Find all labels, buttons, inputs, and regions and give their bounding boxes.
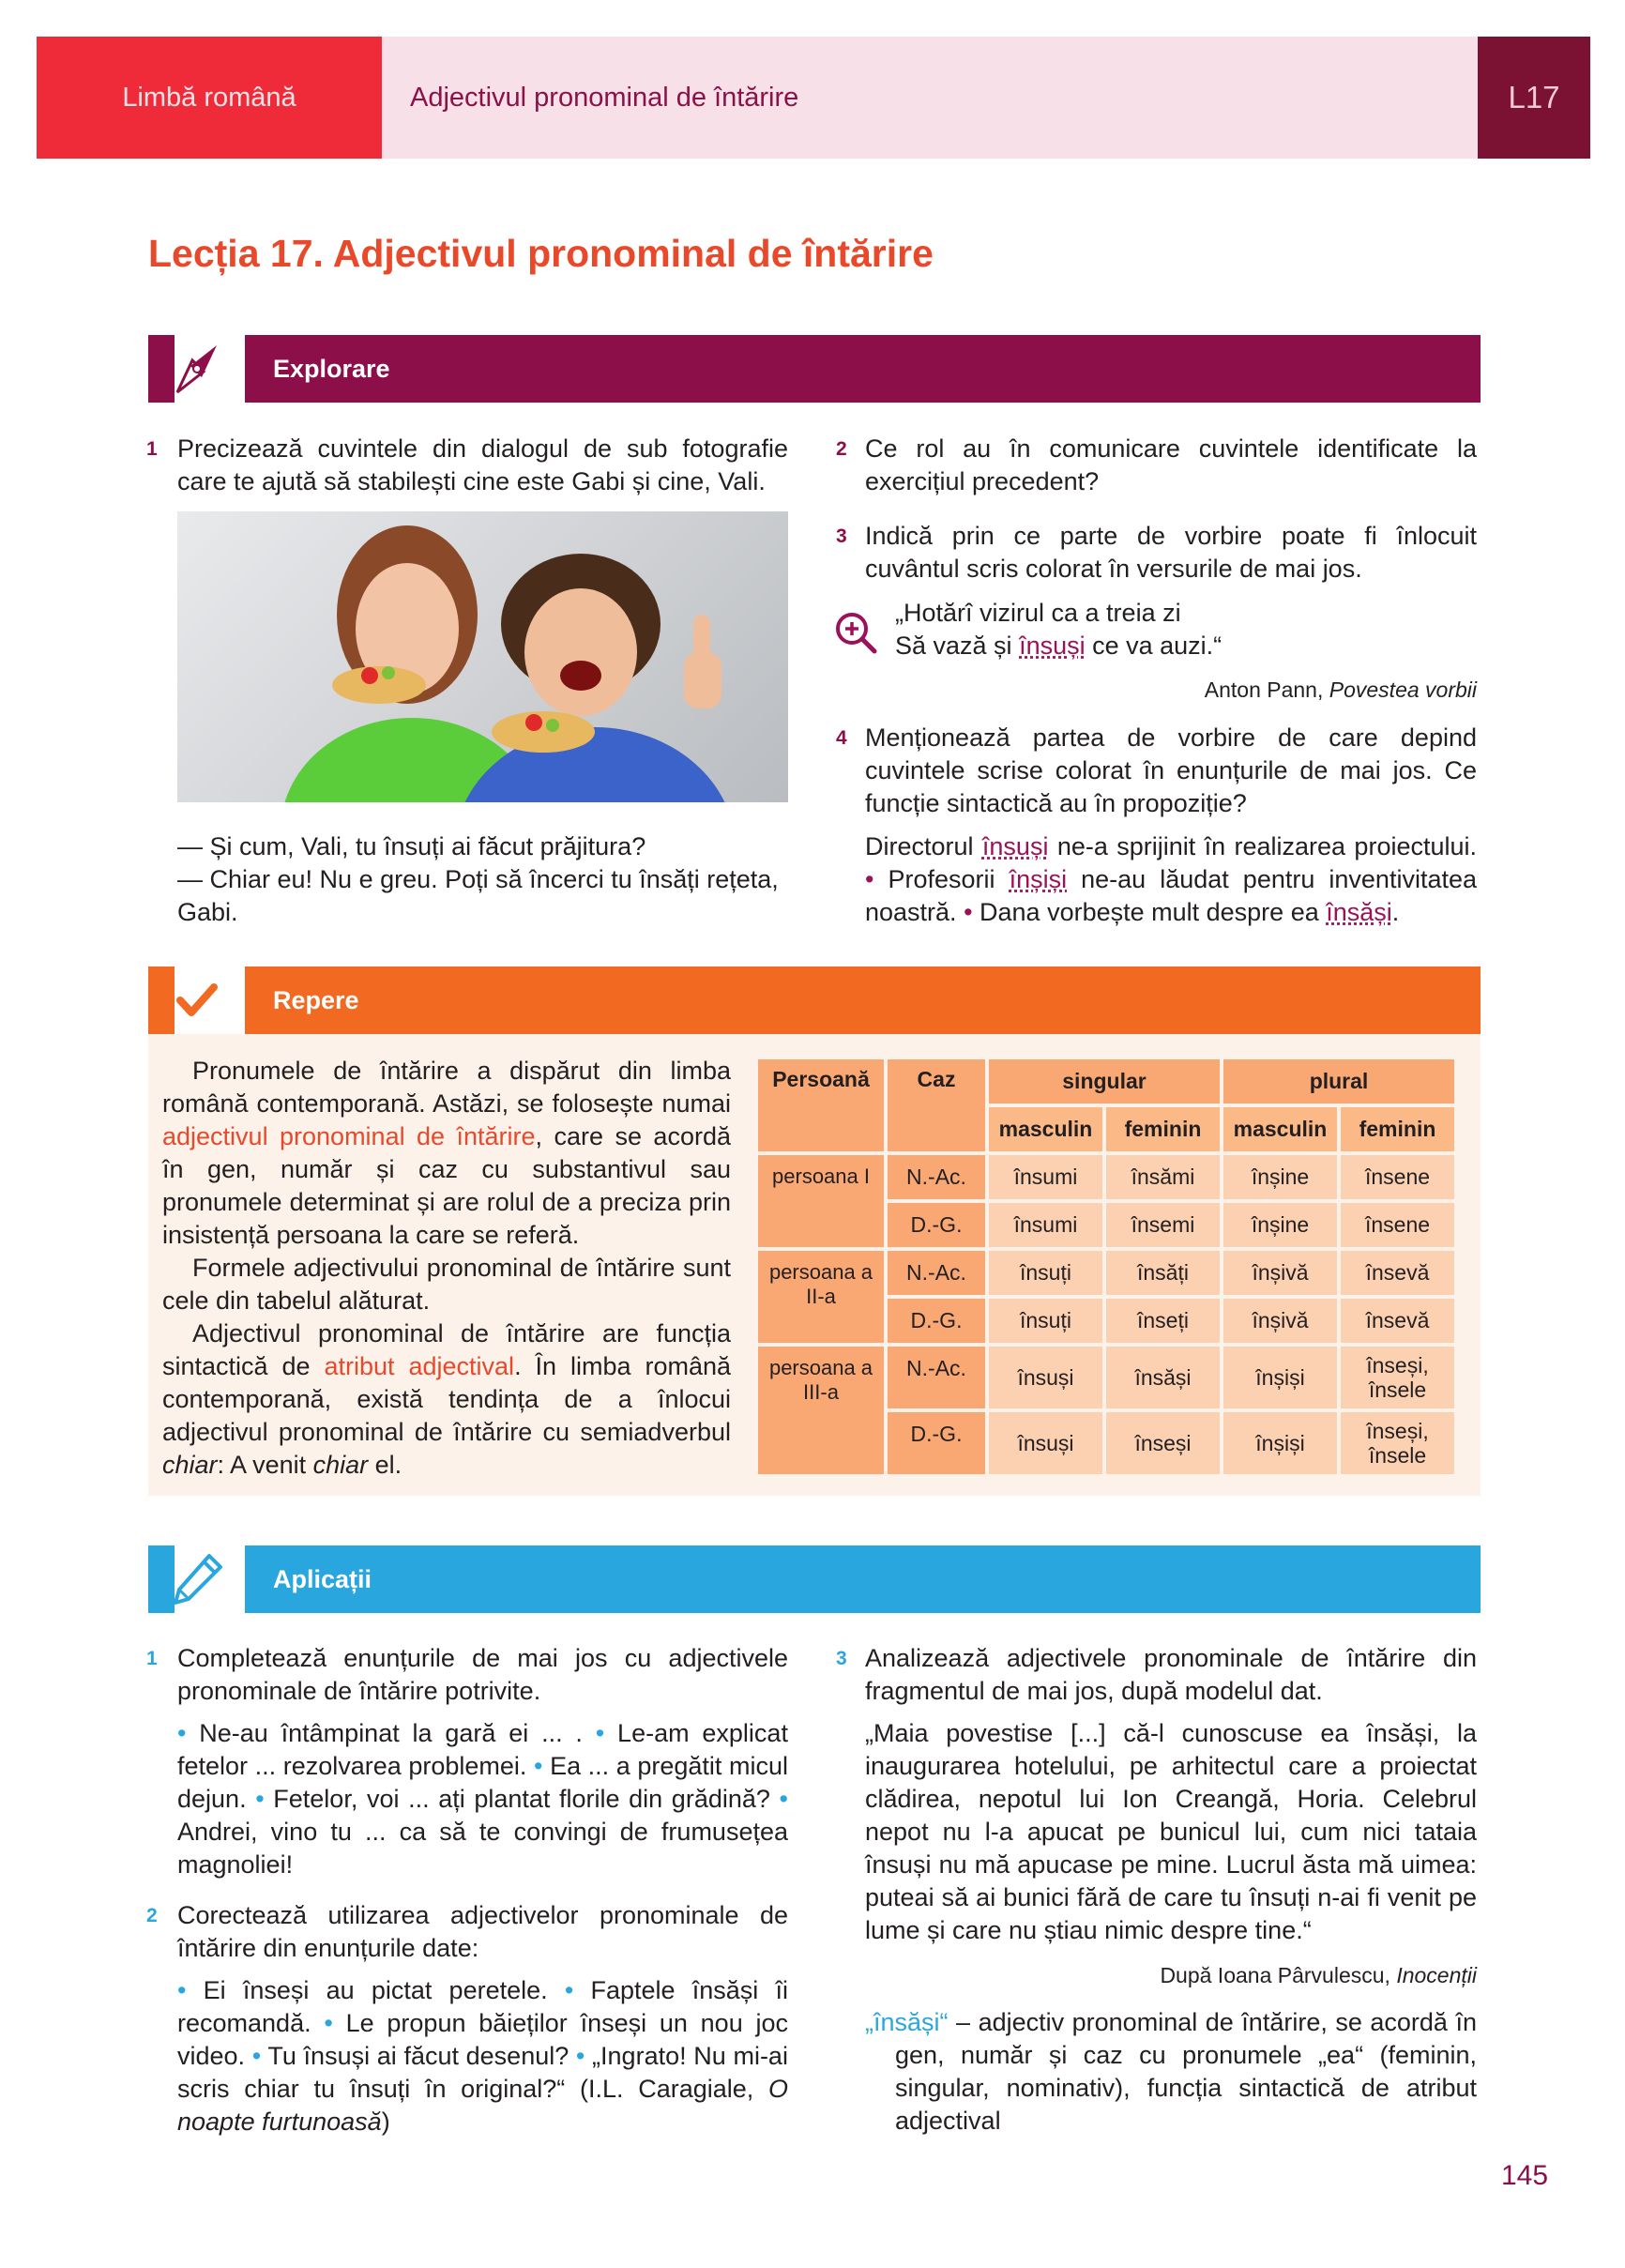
exercise-items: • Ne-au întâmpinat la gară ei ... . • Le-am explicat fetelor ... rezolvarea problemei. • Ea ... a pregătit micul dejun. • Fetelor, voi ... ați plantat florile din grădină? • Andrei, vino tu ... ca să te convingi de frumusețea magnoliei!: [177, 1719, 788, 1879]
table-cell: însemi: [1106, 1203, 1220, 1247]
question-text: Completează enunțurile de mai jos cu adjectivele pronominale de întărire potrivite.: [177, 1644, 788, 1705]
dialog-line: — Chiar eu! Nu e greu. Poți să încerci tu însăți rețeta, Gabi.: [177, 865, 779, 926]
question-number: 3: [836, 1648, 847, 1669]
section-title: Repere: [245, 967, 1481, 1034]
dialog-line: — Și cum, Vali, tu însuți ai făcut prăjitura?: [177, 832, 646, 860]
photo-two-kids-eating: [177, 511, 788, 802]
column-header: feminin: [1341, 1107, 1454, 1151]
table-cell: înseți: [1106, 1299, 1220, 1343]
question-number: 3: [836, 525, 847, 547]
table-cell: însuși: [989, 1347, 1102, 1408]
table-cell: însevă: [1341, 1251, 1454, 1295]
table-cell: însuți: [989, 1299, 1102, 1343]
table-cell: însăși: [1106, 1347, 1220, 1408]
case-cell: D.-G.: [888, 1203, 985, 1247]
table-cell: însene: [1341, 1203, 1454, 1247]
checkmark-icon: [148, 967, 245, 1034]
section-repere: [148, 967, 1481, 1034]
question-text: Analizează adjectivele pronominale de întărire din fragmentul de mai jos, după modelul dat.: [865, 1644, 1477, 1705]
model-analysis: „însăși“ – adjectiv pronominal de întărire, se acordă în gen, număr și caz cu pronumele „ea“ (feminin, singular, nominativ), funcția sintactică de atribut adjectival: [865, 2008, 1477, 2135]
question-number: 1: [146, 1648, 158, 1669]
case-cell: D.-G.: [888, 1412, 985, 1474]
page-number: 145: [1501, 2160, 1549, 2191]
table-cell: însevă: [1341, 1299, 1454, 1343]
person-cell: persoana I: [758, 1155, 884, 1247]
section-title: Aplicații: [245, 1545, 1481, 1613]
declension-table: [754, 1056, 1458, 1478]
column-header: Caz: [888, 1059, 985, 1151]
literary-fragment: „Maia povestise [...] că-l cunoscuse ea însăși, la inaugurarea hotelului, pe arhitectul care a proiectat clădirea, nepotul lui Ion Creangă, Horia. Celebrul nepot nu l-a apucat pe bunicul lui, cum nici tataia însuși nu mă apucase pe mine. Lucrul ăsta mă uimea: puteai să ai bunici fără de care tu însuți n-ai fi venit pe lume și care nu știau nimic despre tine.“: [865, 1719, 1477, 1944]
column-header: singular: [989, 1059, 1220, 1104]
question-text: Precizează cuvintele din dialogul de sub fotografie care te ajută să stabilești cine este Gabi și cine, Vali.: [177, 434, 788, 495]
table-cell: însumi: [989, 1155, 1102, 1199]
verse-line: „Hotărî vizirul ca a treia zi: [895, 599, 1181, 627]
case-cell: N.-Ac.: [888, 1347, 985, 1408]
section-explorare: [148, 335, 1481, 403]
fragment-source: După Ioana Pârvulescu, Inocenții: [1160, 1963, 1477, 1987]
lesson-number: L17: [1478, 37, 1590, 159]
table-cell: însumi: [989, 1203, 1102, 1247]
question-number: 1: [146, 438, 158, 460]
case-cell: D.-G.: [888, 1299, 985, 1343]
topic-label: Adjectivul pronominal de întărire: [382, 37, 1478, 159]
column-header: plural: [1223, 1059, 1454, 1104]
column-header: feminin: [1106, 1107, 1220, 1151]
table-cell: însămi: [1106, 1155, 1220, 1199]
zoom-in-icon: [833, 610, 880, 662]
table-cell: înșivă: [1223, 1251, 1337, 1295]
column-header: masculin: [1223, 1107, 1337, 1151]
table-cell: înșiși: [1223, 1412, 1337, 1474]
table-cell: înșine: [1223, 1155, 1337, 1199]
section-title: Explorare: [245, 335, 1481, 403]
case-cell: N.-Ac.: [888, 1251, 985, 1295]
table-cell: înseși: [1106, 1412, 1220, 1474]
person-cell: persoana a II-a: [758, 1251, 884, 1343]
verse-line: Să vază și însuși ce va auzi.“: [895, 632, 1223, 660]
pencil-icon: [148, 1545, 245, 1613]
question-text: Ce rol au în comunicare cuvintele identificate la exercițiul precedent?: [865, 434, 1477, 495]
question-text: Indică prin ce parte de vorbire poate fi înlocuit cuvântul scris colorat în versurile de mai jos.: [865, 522, 1477, 583]
section-aplicatii: [148, 1545, 1481, 1613]
table-cell: înșivă: [1223, 1299, 1337, 1343]
column-header: Persoană: [758, 1059, 884, 1151]
table-cell: însuși: [989, 1412, 1102, 1474]
table-cell: însăți: [1106, 1251, 1220, 1295]
person-cell: persoana a III-a: [758, 1347, 884, 1474]
table-cell: însuți: [989, 1251, 1102, 1295]
column-header: masculin: [989, 1107, 1102, 1151]
compass-icon: [148, 335, 245, 403]
question-text: Menționează partea de vorbire de care depind cuvintele scrise colorat în enunțurile de mai jos. Ce funcție sintactică au în propoziție?: [865, 723, 1477, 817]
table-cell: însene: [1341, 1155, 1454, 1199]
table-cell: înșine: [1223, 1203, 1337, 1247]
subject-label: Limbă română: [37, 37, 382, 159]
repere-text: Pronumele de întărire a dispărut din limba română contemporană. Astăzi, se folosește numai adjectivul pronominal de întărire, care se acordă în gen, număr și caz cu substantivul sau pronumele determinat și are rolul de a preciza prin insistență persoana la care se referă. Formele adjectivului pronominal de întărire sunt cele din tabelul alăturat. Adjectivul pronominal de întărire are funcția sintactică de atribut adjectival. În limba română contemporană, există tendința de a înlocui adjectivul pronominal de întărire cu semiadverbul chiar: A venit chiar el.: [162, 1057, 732, 1479]
exercise-items: • Ei înseși au pictat peretele. • Faptele însăși îi recomandă. • Le propun băieților înseși un nou joc video. • Tu însuși ai făcut desenul? • „Ingrato! Nu mi-ai scris chiar tu însuți în original?“ (I.L. Caragiale, O noapte furtunoasă): [177, 1976, 788, 2136]
case-cell: N.-Ac.: [888, 1155, 985, 1199]
example-sentences: Directorul însuși ne-a sprijinit în realizarea proiectului. • Profesorii înșiși ne-au lăudat pentru inventivitatea noastră. • Dana vorbește mult despre ea însăși.: [865, 832, 1478, 926]
question-text: Corectează utilizarea adjectivelor pronominale de întărire din enunțurile date:: [177, 1901, 788, 1962]
verse-source: Anton Pann, Povestea vorbii: [1204, 677, 1477, 702]
question-number: 2: [836, 438, 847, 460]
table-cell: înseși, însele: [1341, 1412, 1454, 1474]
page-title: Lecția 17. Adjectivul pronominal de întărire: [148, 232, 934, 275]
table-cell: înșiși: [1223, 1347, 1337, 1408]
page-header: [37, 37, 1590, 159]
question-number: 4: [836, 727, 847, 749]
table-cell: înseși, însele: [1341, 1347, 1454, 1408]
question-number: 2: [146, 1905, 158, 1926]
